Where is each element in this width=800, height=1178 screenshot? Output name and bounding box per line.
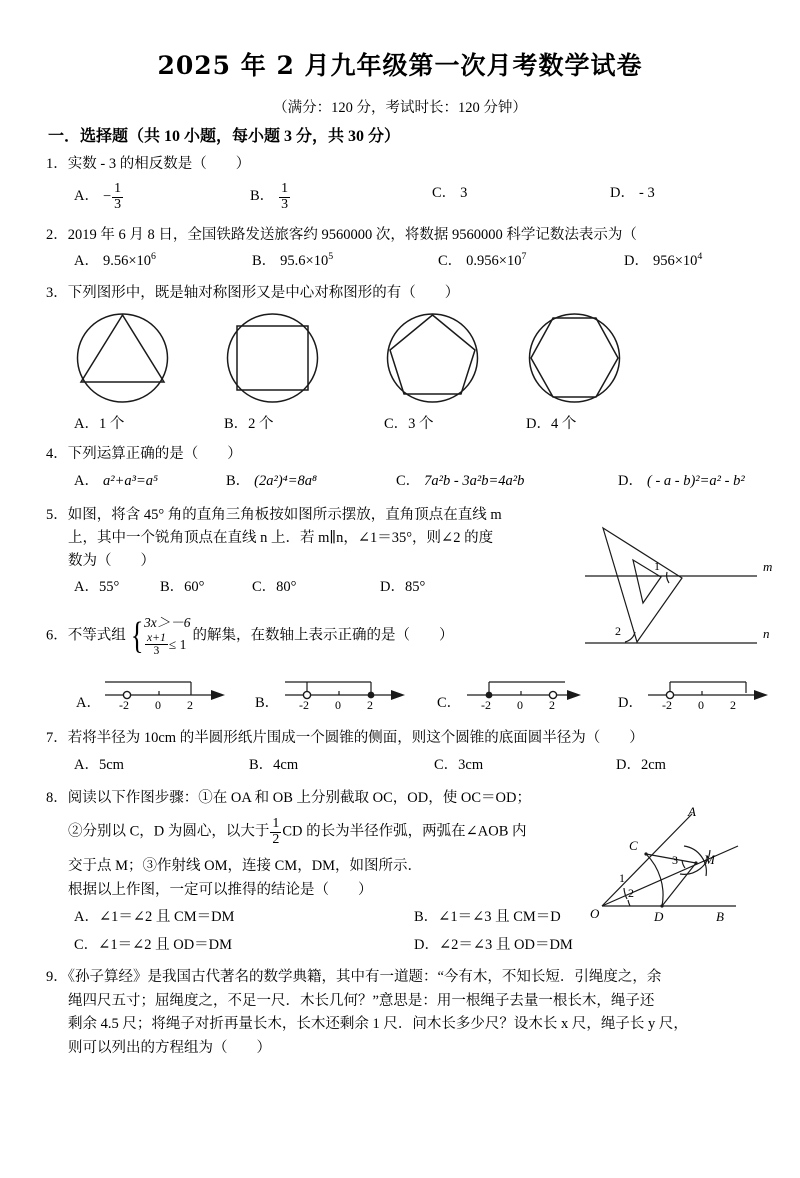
question-6-stem-prefix: 不等式组 xyxy=(67,627,126,644)
option-4-c[interactable]: C． 7a²b - 3a²b=4a²b xyxy=(396,472,525,489)
left-brace-icon: { xyxy=(130,614,144,657)
inequality-row-2: $\frac{x+1}{3}$ ≤ 1 xyxy=(147,630,187,658)
question-2 xyxy=(46,224,800,273)
question-5 xyxy=(46,504,576,600)
option-2-d[interactable]: D． $956\times 10^4$ xyxy=(624,251,703,270)
fraction-one-third: $\frac{1}{3}$ xyxy=(114,180,122,212)
option-6-a-label[interactable]: A． xyxy=(76,695,101,712)
option-5-a[interactable]: A．55° xyxy=(74,579,120,596)
svg-text:0: 0 xyxy=(335,698,341,712)
option-6-b-label[interactable]: B． xyxy=(255,695,280,712)
question-2-number: 2． xyxy=(46,227,68,244)
fraction-one-third-positive: $\frac{1}{3}$ xyxy=(281,180,289,212)
question-2-options xyxy=(74,249,800,273)
question-9-line3: 剩余 4.5 尺；将绳子对折再量长木，长木还剩余 1 尺．问木长多少尺？设木长 x 尺，绳子长 y 尺， xyxy=(68,1016,688,1033)
svg-text:-2: -2 xyxy=(299,698,309,712)
option-2-a[interactable]: A． $9.56\times 10^6$ xyxy=(74,251,156,270)
question-6-options xyxy=(0,671,800,713)
svg-text:0: 0 xyxy=(517,698,523,712)
figure-pentagon-in-circle xyxy=(385,312,480,404)
svg-text:n: n xyxy=(763,626,770,641)
question-5-stem-line1: 如图，将含 45° 角的直角三角板按如图所示摆放，直角顶点在直线 m xyxy=(67,506,502,523)
exam-subtitle: （满分：120 分，考试时长：120 分钟） xyxy=(273,100,527,116)
question-3-stem: 下列图形中，既是轴对称图形又是中心对称图形的有（ ） xyxy=(67,285,460,302)
question-6-number: 6． xyxy=(46,627,68,644)
option-5-b[interactable]: B．60° xyxy=(160,579,205,596)
question-9-line4: 则可以列出的方程组为（ ） xyxy=(68,1039,271,1056)
option-5-c[interactable]: C．80° xyxy=(252,579,297,596)
option-8-b[interactable]: B．∠1＝∠3 且 CM＝D xyxy=(414,909,561,926)
question-1-number: 1． xyxy=(46,156,68,172)
option-3-b[interactable]: B．2 个 xyxy=(224,415,274,432)
svg-text:2: 2 xyxy=(367,698,373,712)
option-6-c-label[interactable]: C． xyxy=(437,695,462,712)
option-1-b[interactable]: B． $\frac{1}{3}$ xyxy=(250,180,289,212)
question-3 xyxy=(46,282,800,305)
option-7-c[interactable]: C．3cm xyxy=(434,757,484,774)
svg-text:-2: -2 xyxy=(119,698,129,712)
option-1-d[interactable]: D． - 3 xyxy=(610,184,655,201)
question-9 xyxy=(46,966,758,1060)
option-8-d[interactable]: D．∠2＝∠3 且 OD＝DM xyxy=(414,937,573,954)
exam-page xyxy=(0,46,800,1178)
option-2-c[interactable]: C． $0.956\times 10^7$ xyxy=(438,251,527,270)
option-6-d-numberline[interactable] xyxy=(646,671,768,711)
option-4-a[interactable]: A． a²+a³=a⁵ xyxy=(74,472,159,489)
svg-text:O: O xyxy=(590,906,600,921)
option-2-b[interactable]: B． $95.6\times 10^5$ xyxy=(252,251,334,270)
option-6-d-label[interactable]: D． xyxy=(618,695,643,712)
svg-text:3: 3 xyxy=(672,853,678,867)
svg-text:2: 2 xyxy=(730,698,736,712)
question-8 xyxy=(46,787,594,957)
option-1-a[interactable]: A． − $\frac{1}{3}$ xyxy=(74,180,122,212)
option-3-d[interactable]: D．4 个 xyxy=(526,415,577,432)
question-7 xyxy=(46,727,800,777)
svg-text:A: A xyxy=(688,804,696,819)
question-8-number: 8． xyxy=(46,790,68,807)
option-6-c-numberline[interactable] xyxy=(465,671,587,711)
question-9-line2: 绳四尺五寸；屈绳度之，不足一尺．木长几何？”意思是：用一根绳子去量一根长木，绳子还 xyxy=(68,992,655,1009)
question-5-stem-line3: 数为（ ） xyxy=(68,552,155,569)
option-4-b[interactable]: B． (2a²)⁴=8a⁸ xyxy=(226,472,318,489)
question-1-stem: 实数 - 3 的相反数是（ ） xyxy=(67,156,251,172)
figure-triangle-in-circle xyxy=(75,312,170,404)
question-1 xyxy=(46,153,800,212)
question-3-figures xyxy=(0,309,800,404)
question-7-number: 7． xyxy=(46,730,68,747)
option-8-c[interactable]: C．∠1＝∠2 且 OD＝DM xyxy=(74,937,233,954)
question-8-figure xyxy=(588,802,788,924)
svg-text:1: 1 xyxy=(654,559,660,573)
question-9-number: 9． xyxy=(46,969,68,986)
question-8-stem-line1: 阅读以下作图步骤：①在 OA 和 OB 上分别截取 OC，OD，使 OC＝OD； xyxy=(67,790,531,807)
svg-text:D: D xyxy=(654,909,664,924)
question-4 xyxy=(46,443,800,493)
option-7-a[interactable]: A．5cm xyxy=(74,757,124,774)
option-6-a-numberline[interactable] xyxy=(103,671,225,711)
question-8-options-row2 xyxy=(74,934,786,957)
figure-square-in-circle xyxy=(225,312,320,404)
svg-text:2: 2 xyxy=(187,698,193,712)
fraction-one-half: $\frac{1}{2}$ xyxy=(272,816,280,847)
option-7-b[interactable]: B．4cm xyxy=(249,757,299,774)
svg-text:0: 0 xyxy=(698,698,704,712)
option-3-a[interactable]: A．1 个 xyxy=(74,415,125,432)
question-6-stem-suffix: 的解集，在数轴上表示正确的是（ ） xyxy=(192,627,454,644)
svg-text:-2: -2 xyxy=(481,698,491,712)
option-7-d[interactable]: D．2cm xyxy=(616,757,666,774)
question-4-options xyxy=(74,470,800,493)
svg-text:0: 0 xyxy=(155,698,161,712)
question-8-stem-line2: ②分别以 C，D 为圆心，以大于 $\frac{1}{2}$ CD 的长为半径作弧，两弧在∠AOB 内 xyxy=(68,816,527,847)
option-5-d[interactable]: D．85° xyxy=(380,579,426,596)
option-6-b-numberline[interactable] xyxy=(283,671,405,711)
question-7-options xyxy=(74,754,800,777)
question-5-stem-line2: 上，其中一个锐角顶点在直线 n 上．若 m∥n，∠1＝35°，则∠2 的度 xyxy=(68,529,494,546)
question-4-number: 4． xyxy=(46,445,68,462)
question-7-stem: 若将半径为 10cm 的半圆形纸片围成一个圆锥的侧面，则这个圆锥的底面圆半径为（ ） xyxy=(67,730,644,747)
question-8-stem-line4: 根据以上作图，一定可以推得的结论是（ ） xyxy=(68,881,373,898)
figure-hexagon-in-circle xyxy=(527,312,622,404)
option-3-c[interactable]: C．3 个 xyxy=(384,415,434,432)
inequality-system xyxy=(128,615,191,657)
svg-text:C: C xyxy=(629,838,638,853)
question-4-stem: 下列运算正确的是（ ） xyxy=(67,445,242,462)
question-5-figure xyxy=(585,524,790,652)
question-5-number: 5． xyxy=(46,506,68,523)
svg-text:2: 2 xyxy=(549,698,555,712)
svg-text:B: B xyxy=(716,909,724,924)
svg-text:-2: -2 xyxy=(662,698,672,712)
svg-text:1: 1 xyxy=(619,871,625,885)
question-1-options xyxy=(74,182,800,213)
question-2-stem: 2019 年 6 月 8 日，全国铁路发送旅客约 9560000 次，将数据 9560000 科学记数法表示为（ xyxy=(67,227,637,244)
question-5-options xyxy=(74,576,576,599)
svg-text:2: 2 xyxy=(615,624,621,638)
question-9-line1: 《孙子算经》是我国古代著名的数学典籍，其中有一道题：“今有木，不知长短．引绳度之，余 xyxy=(67,969,662,986)
question-3-number: 3． xyxy=(46,285,68,302)
option-4-d[interactable]: D． ( - a - b)²=a² - b² xyxy=(618,472,745,489)
svg-text:m: m xyxy=(763,559,773,574)
option-8-a[interactable]: A．∠1＝∠2 且 CM＝DM xyxy=(74,909,235,926)
svg-text:2: 2 xyxy=(628,886,634,900)
svg-text:M: M xyxy=(704,852,715,867)
option-1-c[interactable]: C． 3 xyxy=(432,184,468,201)
question-8-stem-line3: 交于点 M；③作射线 OM，连接 CM，DM，如图所示． xyxy=(68,857,423,874)
section-heading: 一．选择题（共 10 小题，每小题 3 分，共 30 分） xyxy=(48,128,401,145)
inequality-row-1: 3x＞－6 xyxy=(144,615,191,631)
question-3-options xyxy=(74,412,800,433)
page-title: 2025 年 2 月九年级第一次月考数学试卷 xyxy=(157,51,643,80)
